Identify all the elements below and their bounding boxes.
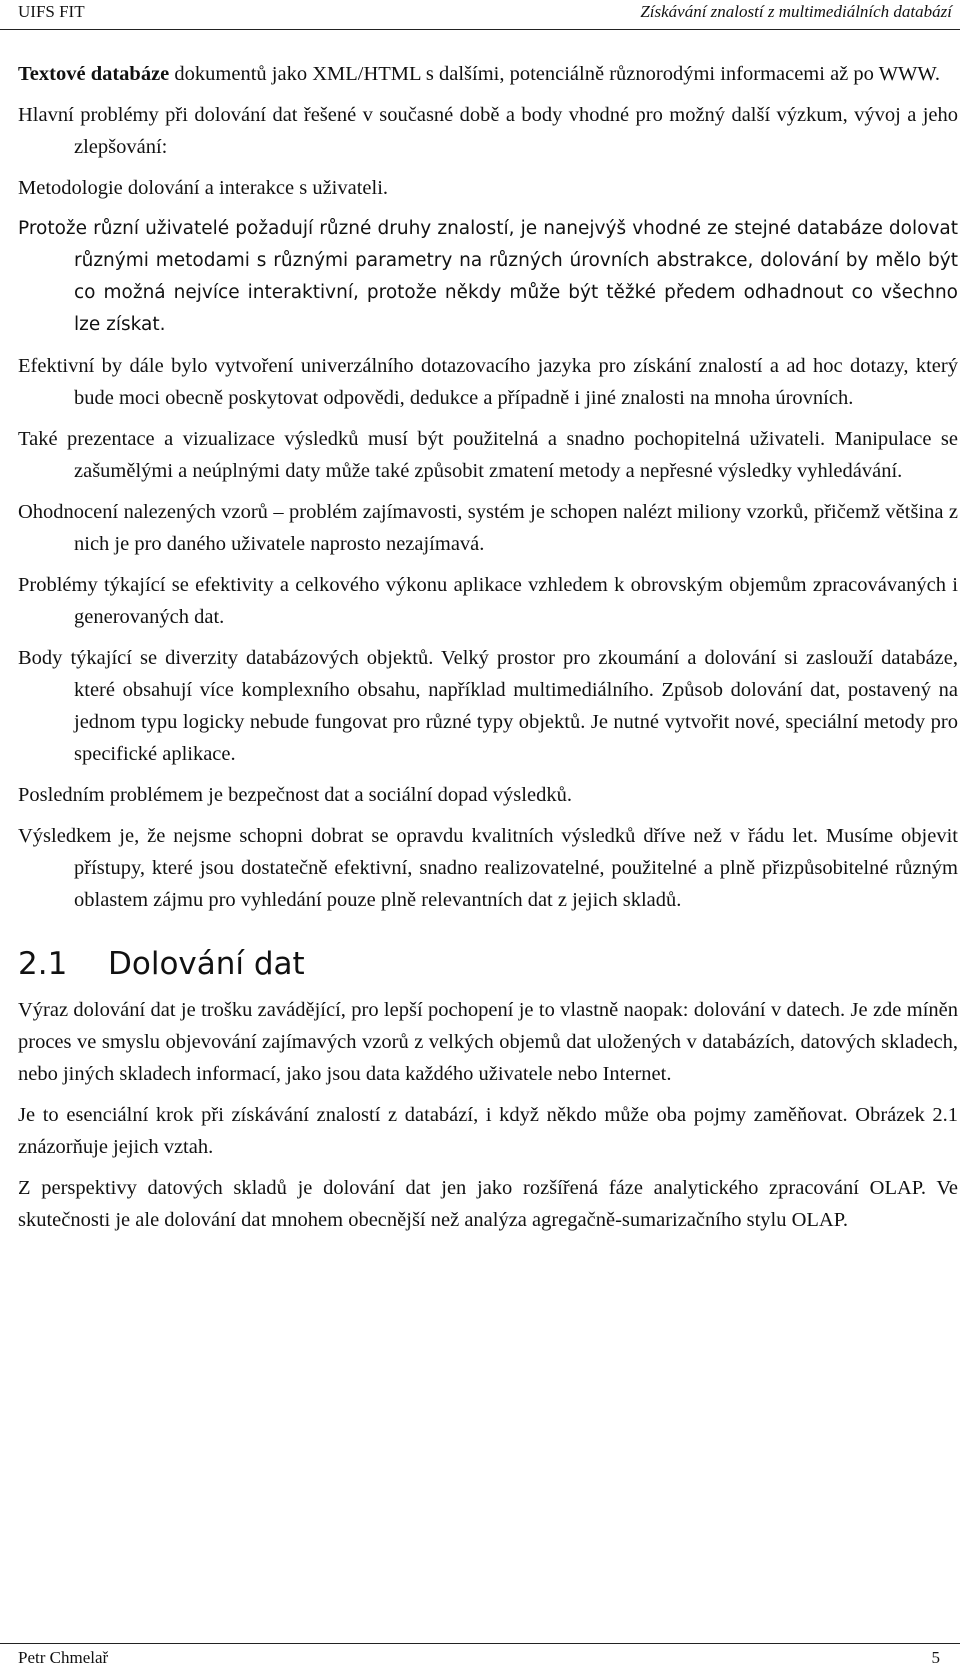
page-header: [0, 0, 960, 30]
paragraph-text: dokumentů jako XML/HTML s dalšími, potenciálně různorodými informacemi až po WWW.: [169, 63, 940, 85]
paragraph-conclusion: Výsledkem je, že nejsme schopni dobrat se opravdu kvalitních výsledků dříve než v řádu let. Musíme objevit přístupy, které jsou dostatečně efektivní, snadno realizovatelné, použitelné a plně přizpůsobitelné různým oblastem zájmu pro vyhledání pouze plně relevantních dat z jejich skladů.: [18, 825, 958, 911]
paragraph-data-mining-term: Výraz dolování dat je trošku zavádějící, pro lepší pochopení je to vlastně naopak: dolování v datech. Je zde míněn proces ve smyslu objevování zajímavých vzorů z velkých objemů dat uložených v databázích, datových skladech, nebo jiných skladech informací, jako jsou data každého uživatele nebo Internet.: [18, 999, 958, 1085]
paragraph-efficiency: Problémy týkající se efektivity a celkového výkonu aplikace vzhledem k obrovským objemům zpracovávaných i generovaných dat.: [18, 574, 958, 628]
paragraph-methodology: Metodologie dolování a interakce s uživateli.: [18, 177, 389, 199]
paragraph-text-databases: [18, 58, 958, 90]
header-institution: UIFS FIT: [18, 2, 85, 21]
section-title: Dolování dat: [108, 946, 305, 982]
bold-term: Textové databáze: [18, 63, 170, 85]
paragraph-security: Posledním problémem je bezpečnost dat a sociální dopad výsledků.: [18, 784, 572, 806]
page-number: 5: [931, 1648, 940, 1667]
footer-author: Petr Chmelař: [18, 1648, 109, 1667]
paragraph-pattern-evaluation: Ohodnocení nalezených vzorů – problém zajímavosti, systém je schopen nalézt miliony vzorků, přičemž většina z nich je pro daného uživatele naprosto nezajímavá.: [18, 501, 958, 555]
paragraph-query-language: Efektivní by dále bylo vytvoření univerzálního dotazovacího jazyka pro získání znalostí a ad hoc dotazy, který bude moci obecně poskytovat odpovědi, dedukce a případně i jiné znalosti na mnoha úrovních.: [18, 355, 958, 409]
paragraph-main-problems: Hlavní problémy při dolování dat řešené v současné době a body vhodné pro možný další výzkum, vývoj a jeho zlepšování:: [18, 104, 958, 158]
paragraph-user-interaction: Protože různí uživatelé požadují různé druhy znalostí, je nanejvýš vhodné ze stejné databáze dolovat různými metodami s různými parametry na různých úrovních abstrakce, dolování by mělo být co možná nejvíce interaktivní, protože někdy může být těžké předem odhadnout co všechno lze získat.: [18, 218, 958, 335]
header-document-title: Získávání znalostí z multimediálních databází: [640, 2, 952, 21]
paragraph-essential-step: Je to esenciální krok při získávání znalostí z databází, i když někdo může oba pojmy zaměňovat. Obrázek 2.1 znázorňuje jejich vztah.: [18, 1104, 958, 1158]
paragraph-visualization: Také prezentace a vizualizace výsledků musí být použitelná a snadno pochopitelná uživateli. Manipulace se zašumělými a neúplnými daty může také způsobit zmatení metody a nepřesné výsledky vyhledávání.: [18, 428, 958, 482]
section-number: 2.1: [18, 946, 68, 982]
paragraph-diversity: Body týkající se diverzity databázových objektů. Velký prostor pro zkoumání a dolování si zaslouží databáze, které obsahují více komplexního obsahu, například multimediálního. Způsob dolování dat, postavený na jednom typu logicky nebude fungovat pro různé typy objektů. Je nutné vytvořit nové, speciální metody pro specifické aplikace.: [18, 647, 958, 765]
page-footer: [0, 1643, 960, 1669]
paragraph-olap: Z perspektivy datových skladů je dolování dat jen jako rozšířená fáze analytického zpracování OLAP. Ve skutečnosti je ale dolování dat mnohem obecnější než analýza agregačně-sumarizačního stylu OLAP.: [18, 1177, 958, 1231]
section-heading: [18, 944, 958, 984]
page-content: [18, 58, 958, 1245]
